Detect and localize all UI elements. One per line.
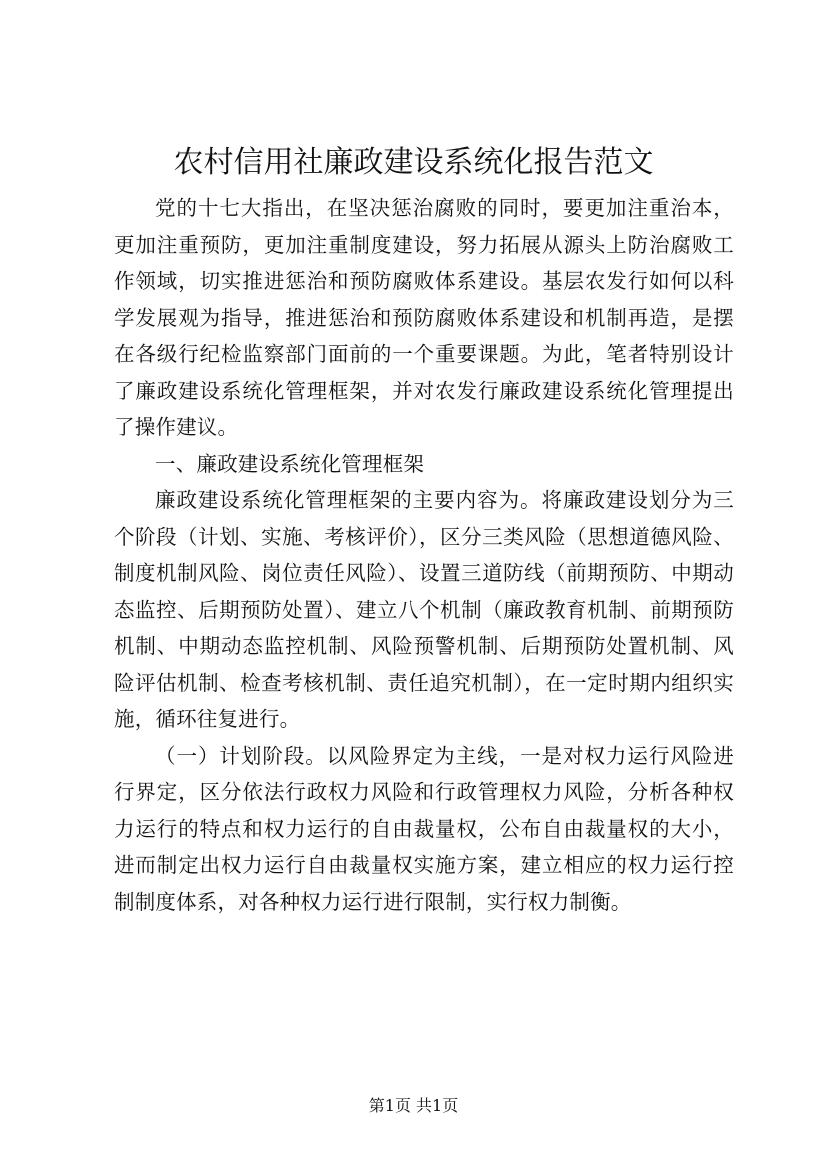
- document-title: 农村信用社廉政建设系统化报告范文: [173, 145, 654, 180]
- section-heading: 一、廉政建设系统化管理框架: [155, 451, 425, 476]
- document-body: [114, 190, 734, 920]
- paragraph-planning-stage: （一）计划阶段。以风险界定为主线，一是对权力运行风险进行界定，区分依法行政权力风险和行政管理权力风险，分析各种权力运行的特点和权力运行的自由裁量权，公布自由裁量权的大小，进而制定出权力运行自由裁量权实施方案，建立相应的权力运行控制制度体系，对各种权力运行进行限制，实行权力制衡。: [114, 743, 734, 914]
- page-footer: 第1页 共1页: [368, 1096, 459, 1115]
- paragraph-framework: 廉政建设系统化管理框架的主要内容为。将廉政建设划分为三个阶段（计划、实施、考核评价），区分三类风险（思想道德风险、制度机制风险、岗位责任风险）、设置三道防线（前期预防、中期动态监控、后期预防处置）、建立八个机制（廉政教育机制、前期预防机制、中期动态监控机制、风险预警机制、后期预防处置机制、风险评估机制、检查考核机制、责任追究机制），在一定时期内组织实施，循环往复进行。: [114, 488, 734, 731]
- paragraph-intro: 党的十七大指出，在坚决惩治腐败的同时，要更加注重治本，更加注重预防，更加注重制度建设，努力拓展从源头上防治腐败工作领域，切实推进惩治和预防腐败体系建设。基层农发行如何以科学发展观为指导，推进惩治和预防腐败体系建设和机制再造，是摆在各级行纪检监察部门面前的一个重要课题。为此，笔者特别设计了廉政建设系统化管理框架，并对农发行廉政建设系统化管理提出了操作建议。: [114, 196, 734, 439]
